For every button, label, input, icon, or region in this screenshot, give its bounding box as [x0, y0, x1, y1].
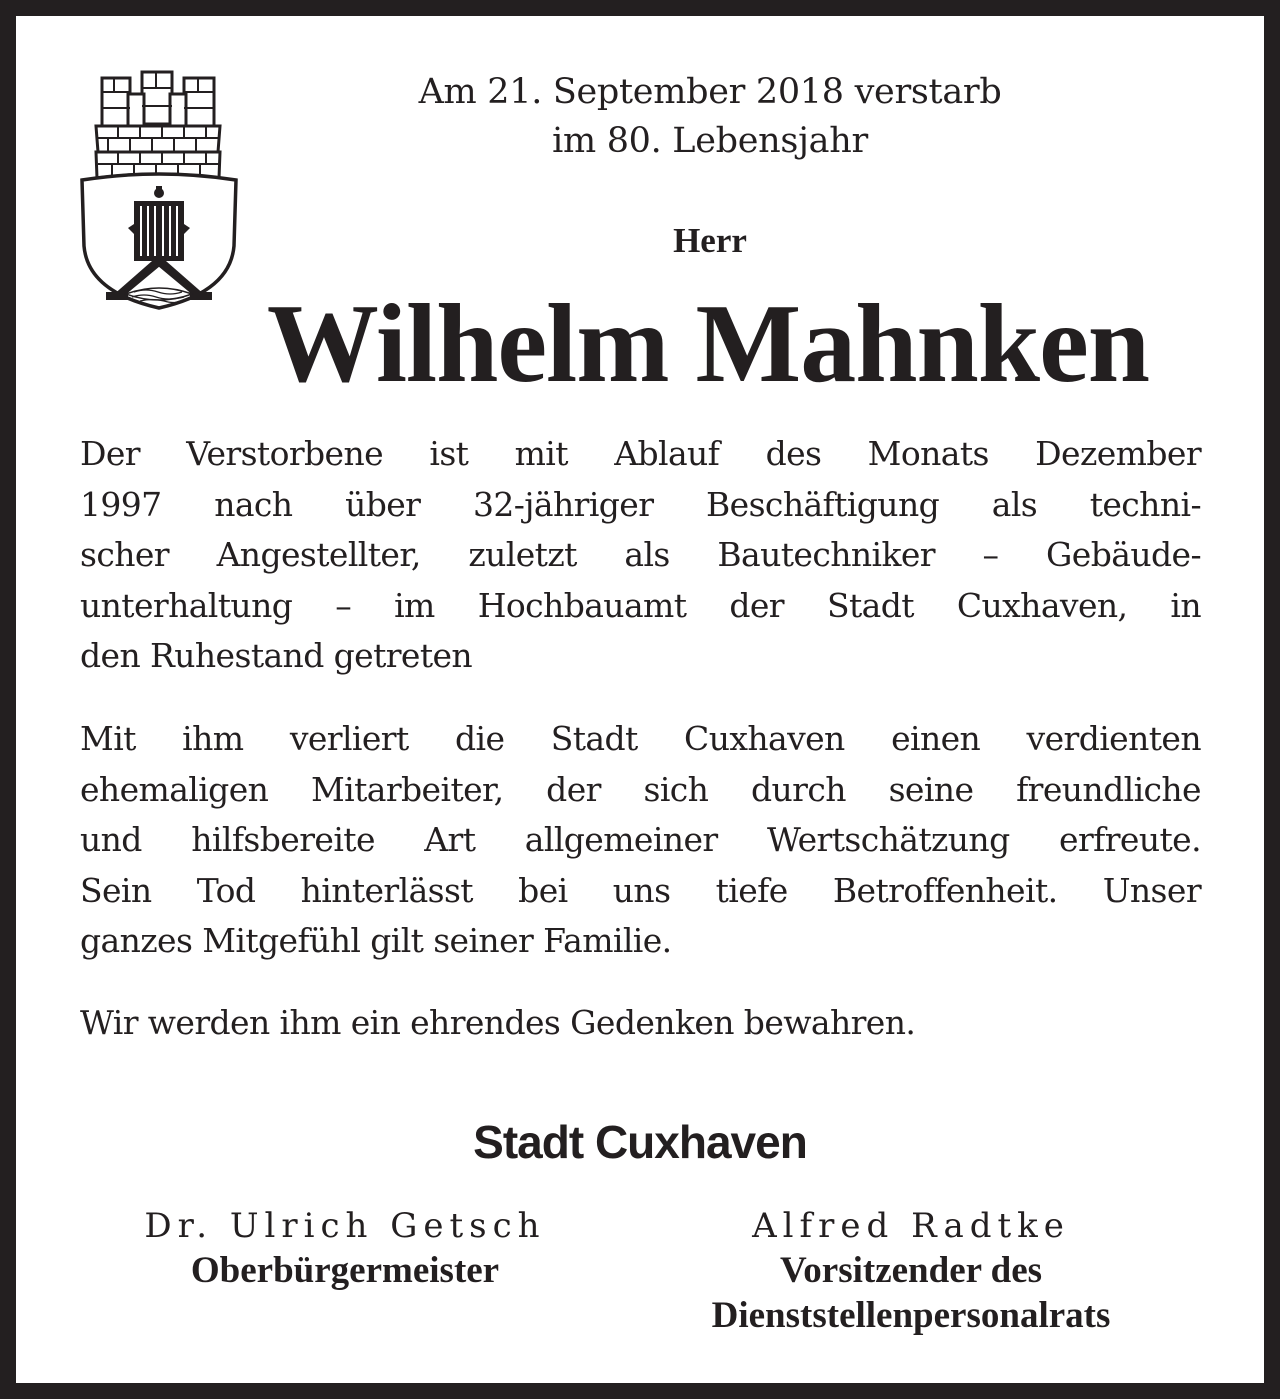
- signatory-name: Alfred Radtke: [752, 1206, 1070, 1246]
- text-line: Wir werden ihm ein ehrendes Gedenken bewahren.: [80, 1003, 916, 1042]
- obituary-notice: [16, 16, 1264, 1383]
- text-line: ehemaligen Mitarbeiter, der sich durch seine freundliche: [80, 769, 1201, 809]
- signatory-mayor: [80, 1204, 610, 1293]
- paragraph-career: [80, 429, 1201, 682]
- cuxhaven-coat-of-arms-icon: [74, 56, 244, 316]
- signatory-role: Dienststellenpersonalrats: [711, 1295, 1111, 1336]
- text-line: scher Angestellter, zuletzt als Bautechniker – Gebäude-: [80, 535, 1201, 574]
- text-line: Sein Tod hinterlässt bei uns tiefe Betroffenheit. Unser: [80, 870, 1201, 910]
- signatory-staff-council: [646, 1204, 1176, 1338]
- honorific: Herr: [673, 221, 747, 260]
- text-line: Mit ihm verliert die Stadt Cuxhaven einen verdienten: [80, 719, 1201, 758]
- text-line: unterhaltung – im Hochbauamt der Stadt Cuxhaven, in: [80, 585, 1201, 625]
- text-line: den Ruhestand getreten: [80, 636, 473, 675]
- signatory-name: Dr. Ulrich Getsch: [144, 1206, 546, 1246]
- text-line: ganzes Mitgefühl gilt seiner Familie.: [80, 921, 672, 960]
- text-line: und hilfsbereite Art allgemeiner Wertschätzung erfreute.: [80, 820, 1201, 859]
- death-date-line: Am 21. September 2018 verstarb: [418, 72, 1002, 112]
- death-announcement: [346, 68, 1074, 166]
- age-line: im 80. Lebensjahr: [552, 121, 868, 161]
- signatory-role: Vorsitzender des: [779, 1250, 1043, 1291]
- text-line: Der Verstorbene ist mit Ablauf des Monats Dezember: [80, 434, 1201, 473]
- signatory-role: Oberbürgermeister: [190, 1250, 500, 1291]
- text-line: 1997 nach über 32-jähriger Beschäftigung als techni-: [80, 484, 1201, 524]
- organization-name: Stadt Cuxhaven: [473, 1116, 807, 1168]
- paragraph-tribute: [80, 714, 1201, 967]
- paragraph-closing: [80, 998, 1201, 1049]
- deceased-name: Wilhelm Mahnken: [266, 282, 1150, 406]
